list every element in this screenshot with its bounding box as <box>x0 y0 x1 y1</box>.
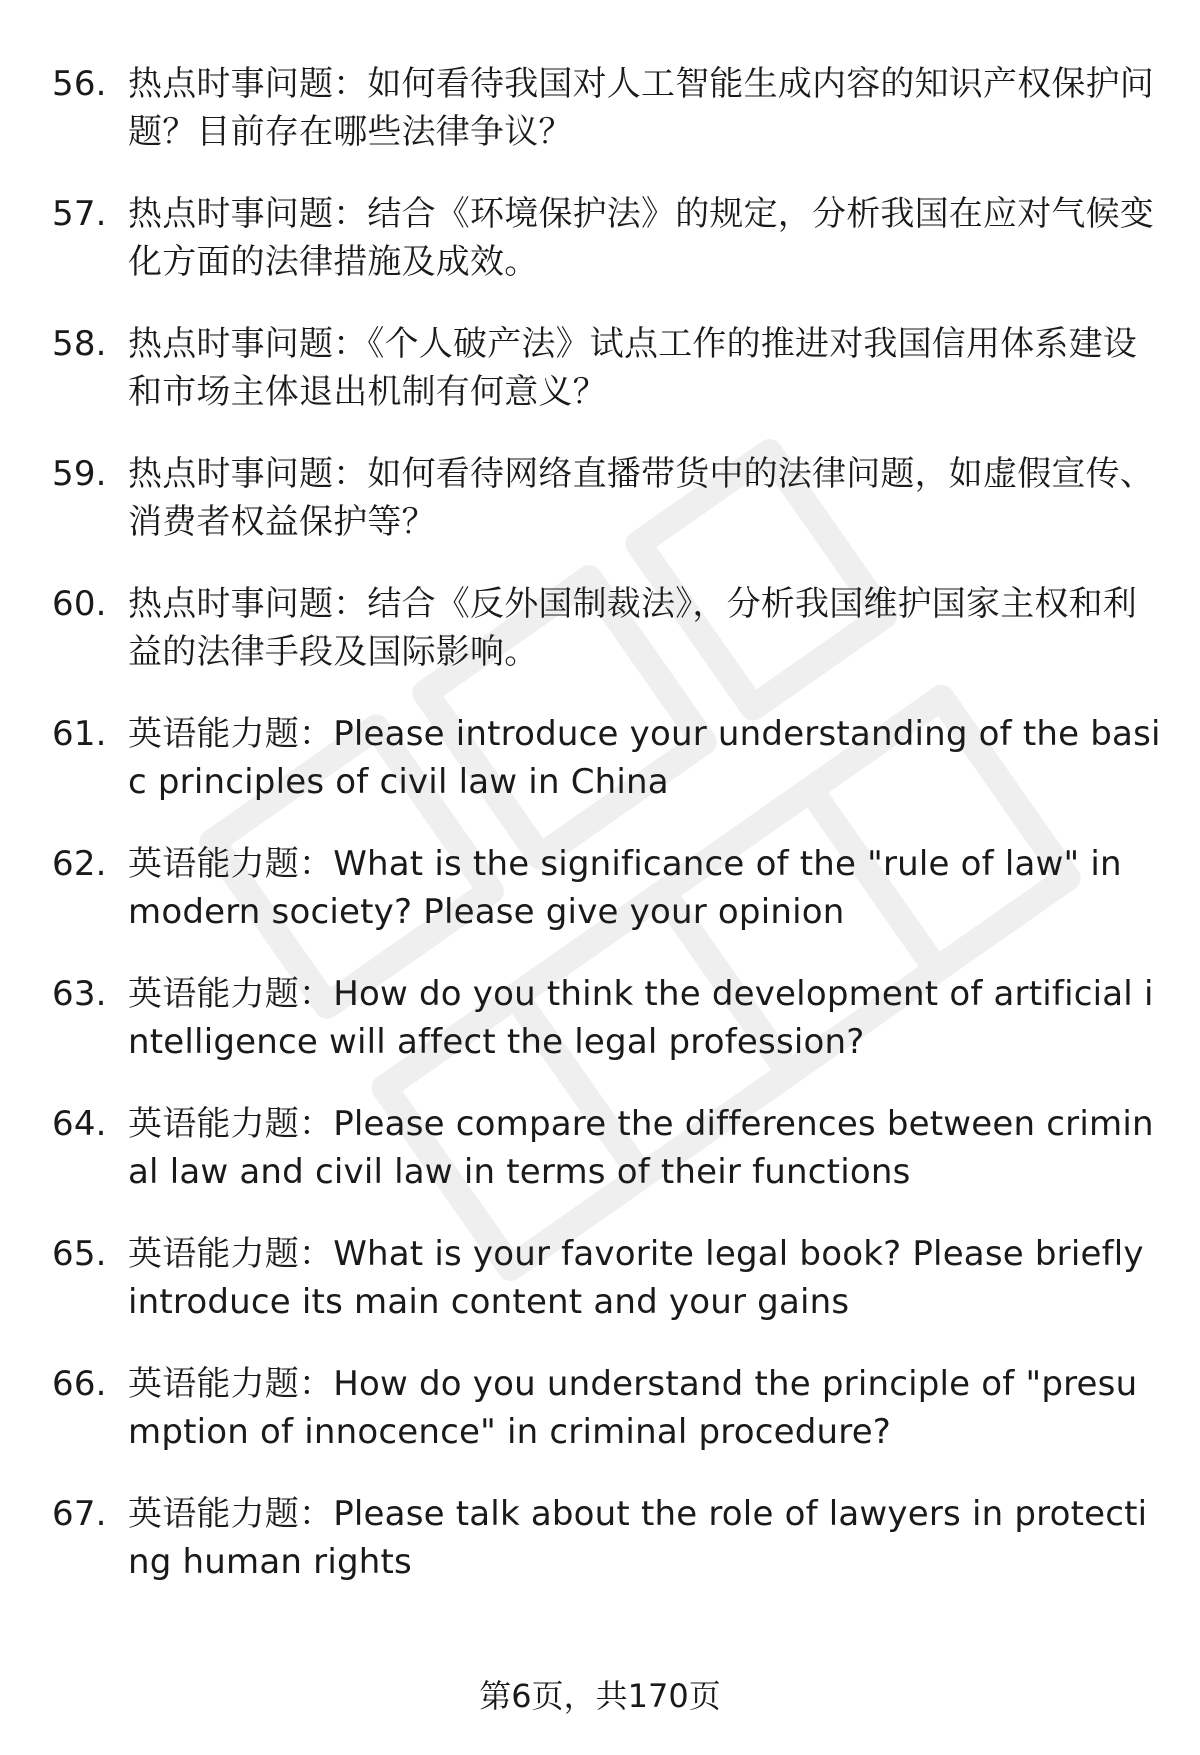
question-text: 英语能力题：What is the significance of the "rule of law" in modern society? Please give your opinion <box>128 844 1122 932</box>
question-text: 英语能力题：Please introduce your understanding of the basic principles of civil law in China <box>128 714 1161 802</box>
list-item <box>52 1100 1162 1196</box>
question-number: 58. <box>52 324 107 364</box>
question-number: 60. <box>52 584 107 624</box>
list-item <box>52 1360 1162 1456</box>
question-number: 64. <box>52 1104 107 1144</box>
question-number: 63. <box>52 974 107 1014</box>
list-item <box>52 970 1162 1066</box>
list-item <box>52 710 1162 806</box>
question-text: 热点时事问题：如何看待网络直播带货中的法律问题，如虚假宣传、消费者权益保护等？ <box>128 454 1154 542</box>
question-text: 英语能力题：What is your favorite legal book? Please briefly introduce its main content and your gains <box>128 1234 1144 1322</box>
list-item <box>52 60 1162 156</box>
question-number: 66. <box>52 1364 107 1404</box>
question-text: 英语能力题：Please compare the differences between criminal law and civil law in terms of their functions <box>128 1104 1154 1192</box>
question-number: 57. <box>52 194 107 234</box>
list-item <box>52 190 1162 286</box>
question-text: 热点时事问题：如何看待我国对人工智能生成内容的知识产权保护问题？目前存在哪些法律争议？ <box>128 64 1154 152</box>
question-number: 65. <box>52 1234 107 1274</box>
question-text: 热点时事问题：结合《反外国制裁法》，分析我国维护国家主权和利益的法律手段及国际影响。 <box>128 584 1137 672</box>
question-text: 热点时事问题：《个人破产法》试点工作的推进对我国信用体系建设和市场主体退出机制有何意义？ <box>128 324 1137 412</box>
question-text: 英语能力题：How do you think the development of artificial intelligence will affect the legal profession? <box>128 974 1154 1062</box>
question-text: 英语能力题：How do you understand the principle of "presumption of innocence" in criminal procedure? <box>128 1364 1138 1452</box>
page-indicator: 第6页，共170页 <box>479 1677 721 1715</box>
question-number: 61. <box>52 714 107 754</box>
list-item <box>52 450 1162 546</box>
question-list <box>52 60 1162 1620</box>
question-number: 56. <box>52 64 107 104</box>
list-item <box>52 580 1162 676</box>
list-item <box>52 840 1162 936</box>
list-item <box>52 320 1162 416</box>
list-item <box>52 1490 1162 1586</box>
question-number: 67. <box>52 1494 107 1534</box>
question-number: 62. <box>52 844 107 884</box>
list-item <box>52 1230 1162 1326</box>
question-number: 59. <box>52 454 107 494</box>
question-text: 热点时事问题：结合《环境保护法》的规定，分析我国在应对气候变化方面的法律措施及成效。 <box>128 194 1154 282</box>
question-text: 英语能力题：Please talk about the role of lawyers in protecting human rights <box>128 1494 1148 1582</box>
